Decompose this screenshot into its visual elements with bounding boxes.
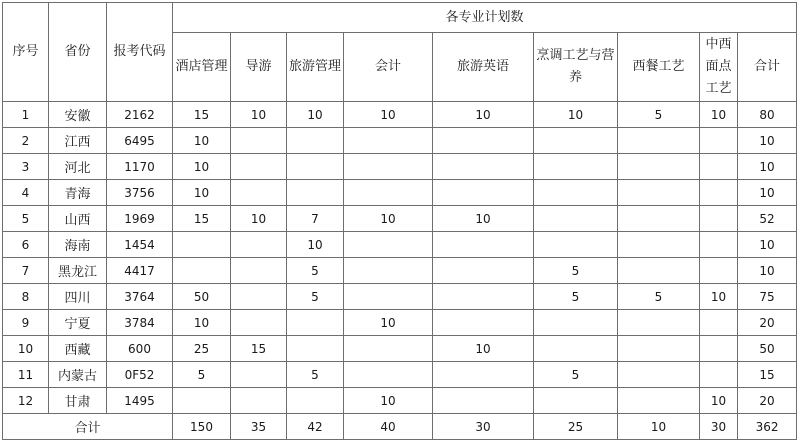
row-cell <box>618 258 700 284</box>
row-code: 1170 <box>107 154 173 180</box>
row-cell <box>344 258 433 284</box>
row-total: 10 <box>738 232 797 258</box>
header-major: 中西面点工艺 <box>700 33 738 102</box>
row-cell <box>618 206 700 232</box>
row-cell: 10 <box>433 102 534 128</box>
row-cell <box>700 128 738 154</box>
row-cell: 50 <box>173 284 231 310</box>
row-cell <box>231 310 287 336</box>
row-province: 四川 <box>49 284 107 310</box>
header-no: 序号 <box>3 3 49 102</box>
summary-total: 362 <box>738 414 797 440</box>
row-cell <box>433 284 534 310</box>
row-no: 2 <box>3 128 49 154</box>
row-cell: 5 <box>534 258 618 284</box>
row-code: 3764 <box>107 284 173 310</box>
row-cell <box>534 154 618 180</box>
row-cell: 10 <box>231 102 287 128</box>
summary-label: 合计 <box>3 414 173 440</box>
row-cell <box>231 154 287 180</box>
row-cell: 5 <box>287 362 344 388</box>
row-cell <box>287 180 344 206</box>
row-total: 10 <box>738 258 797 284</box>
row-cell <box>618 154 700 180</box>
row-no: 7 <box>3 258 49 284</box>
header-major: 旅游英语 <box>433 33 534 102</box>
row-cell: 15 <box>231 336 287 362</box>
header-major: 旅游管理 <box>287 33 344 102</box>
row-cell <box>700 180 738 206</box>
row-code: 2162 <box>107 102 173 128</box>
table-row <box>3 258 797 284</box>
row-cell: 5 <box>287 284 344 310</box>
row-cell <box>700 336 738 362</box>
row-no: 8 <box>3 284 49 310</box>
header-code: 报考代码 <box>107 3 173 102</box>
row-code: 1969 <box>107 206 173 232</box>
row-cell <box>287 336 344 362</box>
row-cell: 10 <box>433 206 534 232</box>
row-cell: 5 <box>173 362 231 388</box>
row-cell: 10 <box>344 310 433 336</box>
row-code: 1495 <box>107 388 173 414</box>
row-cell <box>534 128 618 154</box>
row-cell <box>700 362 738 388</box>
row-no: 6 <box>3 232 49 258</box>
row-cell: 10 <box>700 102 738 128</box>
row-cell: 10 <box>433 336 534 362</box>
row-cell: 10 <box>287 232 344 258</box>
row-cell <box>618 232 700 258</box>
row-cell <box>287 154 344 180</box>
row-cell <box>700 310 738 336</box>
row-no: 9 <box>3 310 49 336</box>
summary-cell: 10 <box>618 414 700 440</box>
row-cell: 10 <box>534 102 618 128</box>
header-province: 省份 <box>49 3 107 102</box>
row-cell: 10 <box>287 102 344 128</box>
row-cell <box>287 128 344 154</box>
row-cell <box>700 206 738 232</box>
row-cell <box>173 388 231 414</box>
row-cell <box>618 336 700 362</box>
table-row <box>3 388 797 414</box>
row-cell <box>433 388 534 414</box>
table-row <box>3 180 797 206</box>
summary-cell: 40 <box>344 414 433 440</box>
row-cell <box>231 388 287 414</box>
row-cell: 10 <box>173 180 231 206</box>
summary-cell: 30 <box>433 414 534 440</box>
row-cell <box>433 232 534 258</box>
row-code: 4417 <box>107 258 173 284</box>
row-total: 20 <box>738 388 797 414</box>
row-code: 600 <box>107 336 173 362</box>
table-row <box>3 102 797 128</box>
row-cell <box>618 362 700 388</box>
row-code: 1454 <box>107 232 173 258</box>
row-cell: 7 <box>287 206 344 232</box>
row-total: 52 <box>738 206 797 232</box>
row-total: 10 <box>738 180 797 206</box>
table-row <box>3 362 797 388</box>
row-cell <box>287 388 344 414</box>
row-cell <box>173 258 231 284</box>
row-cell <box>433 180 534 206</box>
row-cell <box>700 232 738 258</box>
row-cell: 10 <box>173 128 231 154</box>
row-total: 15 <box>738 362 797 388</box>
row-cell <box>231 232 287 258</box>
row-total: 75 <box>738 284 797 310</box>
header-major: 西餐工艺 <box>618 33 700 102</box>
row-cell <box>534 388 618 414</box>
row-cell <box>231 362 287 388</box>
row-total: 50 <box>738 336 797 362</box>
row-cell: 5 <box>534 362 618 388</box>
table-row <box>3 206 797 232</box>
row-cell: 5 <box>287 258 344 284</box>
row-cell <box>618 310 700 336</box>
header-group-majors: 各专业计划数 <box>173 3 797 33</box>
summary-cell: 150 <box>173 414 231 440</box>
row-cell <box>433 154 534 180</box>
row-cell <box>534 180 618 206</box>
row-province: 山西 <box>49 206 107 232</box>
row-province: 河北 <box>49 154 107 180</box>
row-cell <box>534 336 618 362</box>
row-province: 安徽 <box>49 102 107 128</box>
row-code: 3756 <box>107 180 173 206</box>
table-row <box>3 310 797 336</box>
row-cell: 5 <box>618 102 700 128</box>
row-cell: 25 <box>173 336 231 362</box>
header-major: 烹调工艺与营养 <box>534 33 618 102</box>
row-province: 黑龙江 <box>49 258 107 284</box>
row-cell <box>344 284 433 310</box>
row-cell: 10 <box>700 284 738 310</box>
summary-cell: 30 <box>700 414 738 440</box>
row-total: 10 <box>738 128 797 154</box>
header-major: 会计 <box>344 33 433 102</box>
row-province: 内蒙古 <box>49 362 107 388</box>
row-province: 甘肃 <box>49 388 107 414</box>
row-province: 宁夏 <box>49 310 107 336</box>
row-cell <box>344 154 433 180</box>
header-row-group <box>3 3 797 33</box>
row-code: 3784 <box>107 310 173 336</box>
row-cell: 10 <box>700 388 738 414</box>
row-code: 0F52 <box>107 362 173 388</box>
row-no: 12 <box>3 388 49 414</box>
table-row <box>3 128 797 154</box>
row-no: 3 <box>3 154 49 180</box>
row-cell <box>231 258 287 284</box>
row-cell <box>700 154 738 180</box>
row-province: 海南 <box>49 232 107 258</box>
row-cell: 5 <box>618 284 700 310</box>
row-cell: 10 <box>173 310 231 336</box>
header-major: 酒店管理 <box>173 33 231 102</box>
row-code: 6495 <box>107 128 173 154</box>
summary-row <box>3 414 797 440</box>
row-cell <box>700 258 738 284</box>
row-cell <box>231 284 287 310</box>
row-total: 20 <box>738 310 797 336</box>
row-cell: 15 <box>173 102 231 128</box>
row-cell <box>173 232 231 258</box>
row-no: 1 <box>3 102 49 128</box>
row-cell <box>618 180 700 206</box>
row-province: 江西 <box>49 128 107 154</box>
row-cell: 10 <box>231 206 287 232</box>
table-row <box>3 154 797 180</box>
row-cell <box>534 310 618 336</box>
row-cell: 15 <box>173 206 231 232</box>
row-cell <box>287 310 344 336</box>
row-no: 5 <box>3 206 49 232</box>
row-cell: 10 <box>173 154 231 180</box>
table-row <box>3 284 797 310</box>
enrollment-plan-table <box>2 2 797 440</box>
row-province: 青海 <box>49 180 107 206</box>
row-cell <box>344 336 433 362</box>
row-cell <box>344 128 433 154</box>
table-row <box>3 232 797 258</box>
row-no: 10 <box>3 336 49 362</box>
row-cell <box>231 180 287 206</box>
row-cell <box>433 310 534 336</box>
row-cell <box>344 180 433 206</box>
row-cell <box>618 388 700 414</box>
row-cell <box>534 206 618 232</box>
row-cell <box>344 232 433 258</box>
row-cell <box>433 362 534 388</box>
header-major: 导游 <box>231 33 287 102</box>
table-row <box>3 336 797 362</box>
row-cell <box>433 128 534 154</box>
header-total: 合计 <box>738 33 797 102</box>
summary-cell: 35 <box>231 414 287 440</box>
row-no: 4 <box>3 180 49 206</box>
row-total: 10 <box>738 154 797 180</box>
row-total: 80 <box>738 102 797 128</box>
summary-cell: 25 <box>534 414 618 440</box>
row-cell: 10 <box>344 206 433 232</box>
summary-cell: 42 <box>287 414 344 440</box>
row-province: 西藏 <box>49 336 107 362</box>
table-body <box>3 102 797 414</box>
row-cell <box>344 362 433 388</box>
row-cell: 10 <box>344 388 433 414</box>
row-cell: 5 <box>534 284 618 310</box>
row-cell <box>534 232 618 258</box>
row-cell <box>231 128 287 154</box>
row-cell <box>433 258 534 284</box>
row-cell: 10 <box>344 102 433 128</box>
row-cell <box>618 128 700 154</box>
row-no: 11 <box>3 362 49 388</box>
